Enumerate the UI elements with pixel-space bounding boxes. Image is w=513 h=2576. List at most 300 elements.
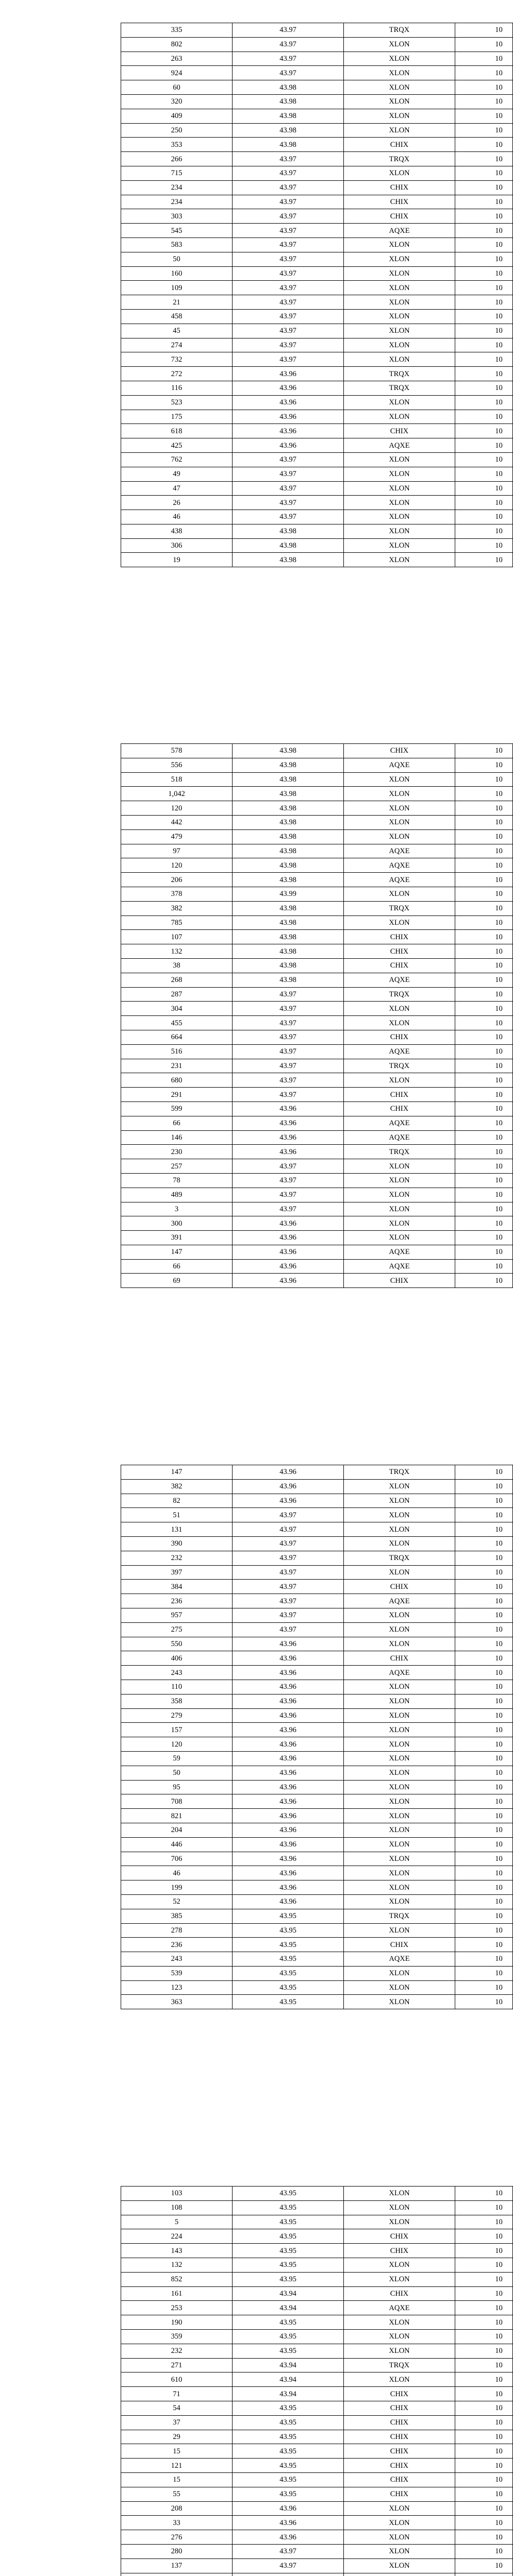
trade-venue: XLON — [344, 1966, 455, 1980]
trade-time: 10 — [455, 452, 513, 467]
trade-quantity: 224 — [121, 2229, 233, 2244]
trade-table-block-2 — [121, 743, 503, 1288]
trade-time: 10 — [455, 1694, 513, 1708]
trade-venue: XLON — [344, 2516, 455, 2530]
trade-quantity: 82 — [121, 1494, 233, 1508]
trade-venue: XLON — [344, 481, 455, 496]
trade-quantity: 132 — [121, 2258, 233, 2272]
trade-venue: XLON — [344, 295, 455, 310]
trade-venue: XLON — [344, 1809, 455, 1823]
trade-venue: XLON — [344, 309, 455, 324]
trade-table — [121, 743, 513, 1288]
table-row — [121, 2573, 513, 2576]
trade-venue: CHIX — [344, 1580, 455, 1594]
trade-quantity: 3 — [121, 1202, 233, 1216]
trade-price: 43.96 — [233, 410, 344, 424]
table-row — [121, 94, 513, 109]
trade-price: 43.98 — [233, 958, 344, 973]
table-row — [121, 2286, 513, 2301]
trade-time: 10 — [455, 1894, 513, 1909]
trade-quantity: 539 — [121, 1966, 233, 1980]
trade-price: 43.97 — [233, 1059, 344, 1073]
trade-venue: XLON — [344, 2215, 455, 2229]
table-row — [121, 2358, 513, 2372]
trade-time: 10 — [455, 2415, 513, 2430]
trade-price: 43.97 — [233, 481, 344, 496]
trade-time: 10 — [455, 1980, 513, 1995]
trade-quantity — [121, 2573, 233, 2576]
trade-price: 43.97 — [233, 309, 344, 324]
trade-price: 43.98 — [233, 787, 344, 801]
trade-quantity: 66 — [121, 1116, 233, 1130]
trade-time: 10 — [455, 1173, 513, 1188]
trade-price: 43.95 — [233, 2215, 344, 2229]
trade-time: 10 — [455, 309, 513, 324]
trade-time: 10 — [455, 1995, 513, 2009]
trade-quantity: 545 — [121, 224, 233, 238]
trade-time: 10 — [455, 1622, 513, 1637]
table-row — [121, 1508, 513, 1522]
trade-venue: XLON — [344, 1708, 455, 1723]
trade-time: 10 — [455, 2187, 513, 2201]
trade-price: 43.98 — [233, 930, 344, 944]
table-row — [121, 224, 513, 238]
trade-quantity: 1,042 — [121, 787, 233, 801]
trade-venue — [344, 2573, 455, 2576]
trade-quantity: 446 — [121, 1837, 233, 1852]
trade-quantity: 132 — [121, 944, 233, 959]
table-row — [121, 1923, 513, 1938]
trade-quantity: 274 — [121, 338, 233, 352]
trade-price: 43.97 — [233, 295, 344, 310]
trade-venue: XLON — [344, 52, 455, 66]
trade-price: 43.96 — [233, 438, 344, 453]
trade-venue: TRQX — [344, 1909, 455, 1923]
table-row — [121, 1522, 513, 1537]
table-row — [121, 238, 513, 252]
trade-price: 43.94 — [233, 2301, 344, 2315]
table-row — [121, 252, 513, 266]
table-row — [121, 2459, 513, 2473]
trade-quantity: 147 — [121, 1245, 233, 1259]
table-row — [121, 109, 513, 123]
trade-quantity: 232 — [121, 1551, 233, 1565]
trade-time: 10 — [455, 1880, 513, 1895]
table-row — [121, 1245, 513, 1259]
table-row — [121, 873, 513, 887]
trade-time: 10 — [455, 481, 513, 496]
trade-quantity: 110 — [121, 1680, 233, 1694]
trade-venue: XLON — [344, 2315, 455, 2330]
trade-venue: XLON — [344, 2544, 455, 2558]
trade-price: 43.96 — [233, 1259, 344, 1274]
trade-quantity: 385 — [121, 1909, 233, 1923]
trade-quantity: 208 — [121, 2501, 233, 2516]
trade-quantity: 46 — [121, 510, 233, 524]
table-row — [121, 1494, 513, 1508]
table-row — [121, 2301, 513, 2315]
trade-price: 43.94 — [233, 2358, 344, 2372]
trade-time: 10 — [455, 324, 513, 338]
trade-price: 43.96 — [233, 1465, 344, 1480]
trade-venue: XLON — [344, 2187, 455, 2201]
trade-time: 10 — [455, 195, 513, 209]
trade-quantity: 37 — [121, 2415, 233, 2430]
trade-quantity: 69 — [121, 1274, 233, 1288]
trade-venue: AQXE — [344, 1952, 455, 1967]
trade-time: 10 — [455, 553, 513, 567]
table-row — [121, 787, 513, 801]
table-row — [121, 424, 513, 438]
table-row — [121, 152, 513, 166]
table-row — [121, 1766, 513, 1780]
trade-table-block-3 — [121, 1465, 503, 2009]
trade-quantity: 243 — [121, 1952, 233, 1967]
trade-venue: TRQX — [344, 2358, 455, 2372]
trade-venue: XLON — [344, 80, 455, 95]
table-row — [121, 524, 513, 538]
trade-price: 43.97 — [233, 52, 344, 66]
trade-venue: XLON — [344, 1823, 455, 1837]
trade-price: 43.97 — [233, 37, 344, 52]
table-row — [121, 395, 513, 410]
trade-venue: CHIX — [344, 944, 455, 959]
trade-price: 43.94 — [233, 2286, 344, 2301]
trade-time: 10 — [455, 352, 513, 367]
table-row — [121, 1116, 513, 1130]
trade-time: 10 — [455, 94, 513, 109]
trade-time: 10 — [455, 1809, 513, 1823]
trade-quantity: 706 — [121, 1852, 233, 1866]
table-row — [121, 1794, 513, 1809]
trade-price: 43.95 — [233, 1952, 344, 1967]
trade-time: 10 — [455, 123, 513, 138]
trade-quantity: 103 — [121, 2187, 233, 2201]
trade-venue: XLON — [344, 553, 455, 567]
table-row — [121, 281, 513, 295]
table-row — [121, 2344, 513, 2358]
trade-price: 43.95 — [233, 2229, 344, 2244]
trade-venue: XLON — [344, 1794, 455, 1809]
trade-venue: CHIX — [344, 2229, 455, 2244]
trade-price: 43.98 — [233, 123, 344, 138]
trade-price: 43.97 — [233, 1173, 344, 1188]
trade-venue: CHIX — [344, 1651, 455, 1666]
table-row — [121, 2387, 513, 2401]
trade-venue: XLON — [344, 1694, 455, 1708]
trade-time: 10 — [455, 1479, 513, 1494]
trade-time: 10 — [455, 152, 513, 166]
table-row — [121, 1637, 513, 1651]
table-row — [121, 1101, 513, 1116]
trade-time: 10 — [455, 395, 513, 410]
trade-venue: XLON — [344, 1995, 455, 2009]
trade-quantity: 306 — [121, 538, 233, 553]
table-row — [121, 1909, 513, 1923]
trade-time: 10 — [455, 2487, 513, 2501]
table-row — [121, 2558, 513, 2573]
trade-venue: TRQX — [344, 1551, 455, 1565]
trade-time: 10 — [455, 1837, 513, 1852]
trade-price: 43.98 — [233, 138, 344, 152]
trade-time: 10 — [455, 295, 513, 310]
trade-price: 43.97 — [233, 1073, 344, 1088]
trade-time: 10 — [455, 1723, 513, 1737]
trade-quantity: 50 — [121, 252, 233, 266]
table-row — [121, 37, 513, 52]
trade-venue: XLON — [344, 1880, 455, 1895]
trade-price: 43.96 — [233, 395, 344, 410]
trade-quantity: 732 — [121, 352, 233, 367]
trade-price: 43.95 — [233, 2344, 344, 2358]
trade-quantity: 29 — [121, 2430, 233, 2444]
trade-quantity: 664 — [121, 1030, 233, 1044]
table-row — [121, 1044, 513, 1059]
table-row — [121, 1966, 513, 1980]
trade-quantity: 47 — [121, 481, 233, 496]
table-row — [121, 1594, 513, 1608]
trade-price: 43.96 — [233, 1479, 344, 1494]
table-row — [121, 52, 513, 66]
trade-quantity: 123 — [121, 1980, 233, 1995]
trade-quantity: 5 — [121, 2215, 233, 2229]
trade-quantity: 266 — [121, 152, 233, 166]
trade-price: 43.97 — [233, 209, 344, 224]
trade-price: 43.96 — [233, 1680, 344, 1694]
trade-quantity: 275 — [121, 1622, 233, 1637]
table-row — [121, 772, 513, 787]
trade-price: 43.97 — [233, 452, 344, 467]
trade-quantity: 378 — [121, 887, 233, 901]
table-row — [121, 801, 513, 816]
trade-time: 10 — [455, 1059, 513, 1073]
trade-price: 43.98 — [233, 744, 344, 758]
trade-price: 43.98 — [233, 538, 344, 553]
trade-price: 43.95 — [233, 2200, 344, 2215]
trade-venue: CHIX — [344, 2286, 455, 2301]
trade-time: 10 — [455, 2430, 513, 2444]
trade-quantity: 21 — [121, 295, 233, 310]
trade-venue: CHIX — [344, 744, 455, 758]
trade-time: 10 — [455, 1637, 513, 1651]
trade-quantity: 236 — [121, 1938, 233, 1952]
trade-price: 43.95 — [233, 2272, 344, 2286]
trade-time: 10 — [455, 901, 513, 916]
trade-venue: XLON — [344, 1002, 455, 1016]
trade-price: 43.95 — [233, 2187, 344, 2201]
trade-quantity: 157 — [121, 1723, 233, 1737]
trade-time: 10 — [455, 2200, 513, 2215]
trade-time: 10 — [455, 987, 513, 1002]
table-row — [121, 858, 513, 873]
trade-time: 10 — [455, 1909, 513, 1923]
table-row — [121, 553, 513, 567]
trade-venue: XLON — [344, 281, 455, 295]
trade-venue: TRQX — [344, 381, 455, 395]
trade-time: 10 — [455, 538, 513, 553]
trade-price: 43.94 — [233, 2372, 344, 2387]
table-row — [121, 1780, 513, 1794]
trade-price: 43.97 — [233, 338, 344, 352]
trade-quantity: 26 — [121, 496, 233, 510]
trade-price: 43.96 — [233, 1823, 344, 1837]
trade-time: 10 — [455, 1465, 513, 1480]
trade-time: 10 — [455, 2272, 513, 2286]
trade-price: 43.95 — [233, 2329, 344, 2344]
trade-quantity: 271 — [121, 2358, 233, 2372]
table-row — [121, 916, 513, 930]
trade-venue: CHIX — [344, 2487, 455, 2501]
table-row — [121, 295, 513, 310]
table-row — [121, 758, 513, 772]
trade-quantity: 175 — [121, 410, 233, 424]
trade-price: 43.97 — [233, 266, 344, 281]
trade-quantity: 120 — [121, 1737, 233, 1752]
trade-venue: CHIX — [344, 2244, 455, 2258]
trade-quantity: 78 — [121, 1173, 233, 1188]
trade-price: 43.97 — [233, 496, 344, 510]
trade-time — [455, 2573, 513, 2576]
trade-price: 43.94 — [233, 2387, 344, 2401]
table-row — [121, 1852, 513, 1866]
trade-venue: XLON — [344, 37, 455, 52]
trade-quantity: 279 — [121, 1708, 233, 1723]
trade-price: 43.96 — [233, 1809, 344, 1823]
trade-venue: XLON — [344, 829, 455, 844]
table-row — [121, 80, 513, 95]
trade-time: 10 — [455, 1608, 513, 1622]
trade-price: 43.96 — [233, 1708, 344, 1723]
trade-price: 43.96 — [233, 1694, 344, 1708]
trade-time: 10 — [455, 238, 513, 252]
table-row — [121, 1188, 513, 1202]
trade-venue: XLON — [344, 524, 455, 538]
trade-venue: XLON — [344, 1016, 455, 1030]
trade-quantity: 353 — [121, 138, 233, 152]
trade-venue: XLON — [344, 338, 455, 352]
trade-quantity: 19 — [121, 553, 233, 567]
trade-time: 10 — [455, 930, 513, 944]
trade-quantity: 206 — [121, 873, 233, 887]
table-row — [121, 1622, 513, 1637]
trade-quantity: 146 — [121, 1130, 233, 1145]
table-row — [121, 2372, 513, 2387]
trade-time: 10 — [455, 1245, 513, 1259]
trade-venue: XLON — [344, 1837, 455, 1852]
table-row — [121, 944, 513, 959]
trade-price: 43.99 — [233, 887, 344, 901]
trade-price: 43.97 — [233, 352, 344, 367]
trade-quantity: 438 — [121, 524, 233, 538]
trade-time: 10 — [455, 1666, 513, 1680]
trade-time: 10 — [455, 80, 513, 95]
trade-quantity: 397 — [121, 1565, 233, 1580]
trade-time: 10 — [455, 1159, 513, 1174]
trade-quantity: 231 — [121, 1059, 233, 1073]
trade-time: 10 — [455, 1231, 513, 1245]
trade-price: 43.98 — [233, 944, 344, 959]
table-row — [121, 2329, 513, 2344]
trade-price: 43.96 — [233, 1794, 344, 1809]
trade-time: 10 — [455, 2401, 513, 2415]
trade-time: 10 — [455, 2301, 513, 2315]
table-row — [121, 23, 513, 38]
trade-time: 10 — [455, 844, 513, 858]
trade-price: 43.96 — [233, 1651, 344, 1666]
trade-time: 10 — [455, 1737, 513, 1752]
trade-price: 43.95 — [233, 2258, 344, 2272]
trade-quantity: 131 — [121, 1522, 233, 1537]
table-row — [121, 2444, 513, 2459]
trade-venue: TRQX — [344, 367, 455, 381]
trade-venue: AQXE — [344, 224, 455, 238]
trade-quantity: 304 — [121, 1002, 233, 1016]
trade-table — [121, 1465, 513, 2009]
trade-venue: AQXE — [344, 1259, 455, 1274]
trade-quantity: 51 — [121, 1508, 233, 1522]
trade-time: 10 — [455, 873, 513, 887]
trade-quantity: 236 — [121, 1594, 233, 1608]
trade-quantity: 234 — [121, 195, 233, 209]
trade-price: 43.97 — [233, 1202, 344, 1216]
trade-price: 43.97 — [233, 1580, 344, 1594]
trade-time: 10 — [455, 1116, 513, 1130]
trade-quantity: 382 — [121, 901, 233, 916]
trade-quantity: 680 — [121, 1073, 233, 1088]
trade-time: 10 — [455, 367, 513, 381]
trade-price: 43.95 — [233, 1923, 344, 1938]
table-row — [121, 1145, 513, 1159]
table-row — [121, 815, 513, 829]
trade-price: 43.98 — [233, 815, 344, 829]
trade-quantity: 320 — [121, 94, 233, 109]
trade-time: 10 — [455, 2315, 513, 2330]
trade-time: 10 — [455, 1938, 513, 1952]
trade-time: 10 — [455, 381, 513, 395]
trade-price: 43.98 — [233, 758, 344, 772]
trade-time: 10 — [455, 1016, 513, 1030]
table-row — [121, 1565, 513, 1580]
trade-price: 43.96 — [233, 1130, 344, 1145]
trade-quantity: 578 — [121, 744, 233, 758]
trade-time: 10 — [455, 266, 513, 281]
trade-price: 43.97 — [233, 1188, 344, 1202]
trade-time: 10 — [455, 2329, 513, 2344]
trade-venue: CHIX — [344, 930, 455, 944]
trade-venue: XLON — [344, 1159, 455, 1174]
trade-price: 43.97 — [233, 1536, 344, 1551]
trade-venue: AQXE — [344, 844, 455, 858]
trade-quantity: 762 — [121, 452, 233, 467]
table-row — [121, 829, 513, 844]
trade-price: 43.96 — [233, 2516, 344, 2530]
trade-table-block-4 — [121, 2186, 503, 2576]
trade-quantity: 116 — [121, 381, 233, 395]
trade-quantity: 455 — [121, 1016, 233, 1030]
table-row — [121, 1666, 513, 1680]
table-row — [121, 1980, 513, 1995]
trade-price: 43.96 — [233, 1101, 344, 1116]
trade-price: 43.98 — [233, 901, 344, 916]
trade-quantity: 121 — [121, 2459, 233, 2473]
trade-price — [233, 2573, 344, 2576]
trade-quantity: 556 — [121, 758, 233, 772]
trade-venue: XLON — [344, 801, 455, 816]
trade-quantity: 230 — [121, 1145, 233, 1159]
trade-venue: TRQX — [344, 1145, 455, 1159]
table-row — [121, 2215, 513, 2229]
trade-time: 10 — [455, 467, 513, 481]
